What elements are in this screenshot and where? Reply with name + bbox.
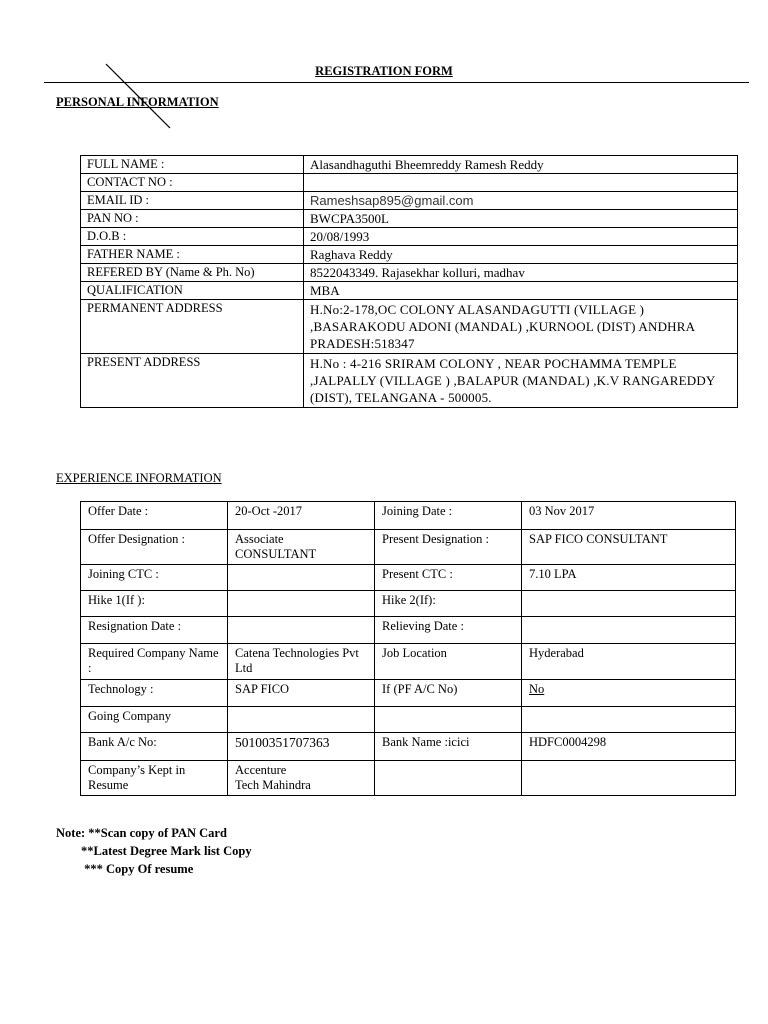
resignation-date-label: Resignation Date :	[81, 617, 228, 644]
present-designation-value: SAP FICO CONSULTANT	[522, 530, 736, 565]
bank-ifsc-value: HDFC0004298	[522, 733, 736, 761]
email-label: EMAIL ID :	[81, 192, 304, 210]
dob-value: 20/08/1993	[304, 228, 738, 246]
joining-ctc-value	[228, 565, 375, 591]
permanent-address-label: PERMANENT ADDRESS	[81, 300, 304, 354]
pan-label: PAN NO :	[81, 210, 304, 228]
table-row	[81, 761, 736, 796]
job-location-value: Hyderabad	[522, 644, 736, 680]
hike-2-value	[522, 591, 736, 617]
note-line: *** Copy Of resume	[56, 862, 194, 876]
hike-1-label: Hike 1(If ):	[81, 591, 228, 617]
table-row	[81, 617, 736, 644]
hike-2-label: Hike 2(If):	[375, 591, 522, 617]
table-row	[81, 282, 738, 300]
bank-account-label: Bank A/c No:	[81, 733, 228, 761]
note-line: Note: **Scan copy of PAN Card	[56, 826, 227, 840]
father-name-value: Raghava Reddy	[304, 246, 738, 264]
hike-1-value	[228, 591, 375, 617]
strike-mark	[100, 60, 180, 132]
table-row	[81, 530, 736, 565]
relieving-date-value	[522, 617, 736, 644]
table-row	[81, 156, 738, 174]
job-location-label: Job Location	[375, 644, 522, 680]
pf-account-label: If (PF A/C No)	[375, 680, 522, 707]
going-company-value	[228, 707, 375, 733]
table-row	[81, 174, 738, 192]
personal-information-table	[80, 155, 738, 408]
empty-label	[375, 761, 522, 796]
joining-date-value: 03 Nov 2017	[522, 502, 736, 530]
dob-label: D.O.B :	[81, 228, 304, 246]
joining-ctc-label: Joining CTC :	[81, 565, 228, 591]
referred-by-value: 8522043349. Rajasekhar kolluri, madhav	[304, 264, 738, 282]
pan-value: BWCPA3500L	[304, 210, 738, 228]
table-row	[81, 192, 738, 210]
empty-value	[522, 707, 736, 733]
table-row	[81, 707, 736, 733]
present-designation-label: Present Designation :	[375, 530, 522, 565]
offer-designation-value: Associate CONSULTANT	[228, 530, 375, 565]
offer-date-value: 20-Oct -2017	[228, 502, 375, 530]
full-name-label: FULL NAME :	[81, 156, 304, 174]
required-company-value: Catena Technologies Pvt Ltd	[228, 644, 375, 680]
technology-label: Technology :	[81, 680, 228, 707]
note-line: **Latest Degree Mark list Copy	[56, 844, 252, 858]
offer-date-label: Offer Date :	[81, 502, 228, 530]
table-row	[81, 502, 736, 530]
company-tech-mahindra: Tech Mahindra	[235, 778, 311, 792]
empty-label	[375, 707, 522, 733]
table-row	[81, 565, 736, 591]
offer-designation-label: Offer Designation :	[81, 530, 228, 565]
form-title: REGISTRATION FORM	[315, 64, 453, 78]
contact-no-label: CONTACT NO :	[81, 174, 304, 192]
companies-kept-value	[228, 761, 375, 796]
referred-by-label: REFERED BY (Name & Ph. No)	[81, 264, 304, 282]
company-accenture: Accenture	[235, 763, 287, 777]
bank-name-label: Bank Name :icici	[375, 733, 522, 761]
companies-kept-label: Company’s Kept in Resume	[81, 761, 228, 796]
resignation-date-value	[228, 617, 375, 644]
qualification-label: QUALIFICATION	[81, 282, 304, 300]
table-row	[81, 228, 738, 246]
present-ctc-label: Present CTC :	[375, 565, 522, 591]
present-address-label: PRESENT ADDRESS	[81, 354, 304, 408]
experience-information-table	[80, 501, 736, 796]
contact-no-value	[304, 174, 738, 192]
table-row	[81, 591, 736, 617]
present-ctc-value: 7.10 LPA	[522, 565, 736, 591]
table-row	[81, 246, 738, 264]
table-row	[81, 680, 736, 707]
email-value: Rameshsap895@gmail.com	[304, 192, 738, 210]
table-row	[81, 733, 736, 761]
experience-information-heading: EXPERIENCE INFORMATION	[56, 471, 222, 485]
required-company-label: Required Company Name :	[81, 644, 228, 680]
table-row	[81, 264, 738, 282]
table-row	[81, 354, 738, 408]
notes-block	[56, 824, 252, 878]
relieving-date-label: Relieving Date :	[375, 617, 522, 644]
qualification-value: MBA	[304, 282, 738, 300]
bank-account-value: 50100351707363	[228, 733, 375, 761]
table-row	[81, 210, 738, 228]
technology-value: SAP FICO	[228, 680, 375, 707]
pf-account-value: No	[522, 680, 736, 707]
father-name-label: FATHER NAME :	[81, 246, 304, 264]
table-row	[81, 644, 736, 680]
joining-date-label: Joining Date :	[375, 502, 522, 530]
table-row	[81, 300, 738, 354]
permanent-address-value: H.No:2-178,OC COLONY ALASANDAGUTTI (VILLAGE ) ,BASARAKODU ADONI (MANDAL) ,KURNOOL (DIST) ANDHRA PRADESH:518347	[304, 300, 738, 354]
personal-information-heading: PERSONAL INFORMATION	[56, 95, 219, 109]
going-company-label: Going Company	[81, 707, 228, 733]
present-address-value: H.No : 4-216 SRIRAM COLONY , NEAR POCHAMMA TEMPLE ,JALPALLY (VILLAGE ) ,BALAPUR (MANDAL) ,K.V RANGAREDDY (DIST), TELANGANA - 500005.	[304, 354, 738, 408]
full-name-value: Alasandhaguthi Bheemreddy Ramesh Reddy	[304, 156, 738, 174]
empty-value	[522, 761, 736, 796]
